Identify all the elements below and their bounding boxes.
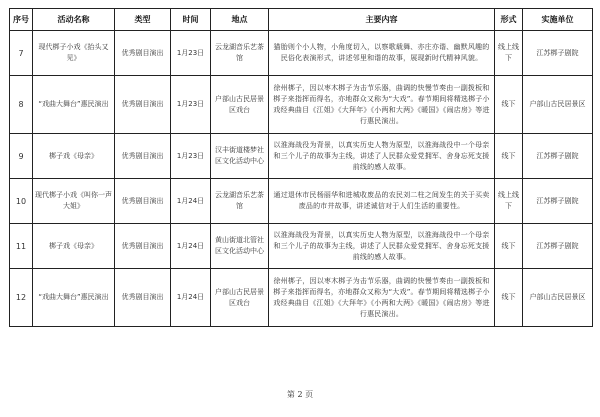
- table-row: [10, 269, 593, 327]
- header-index: 序号: [10, 9, 33, 31]
- table-row: [10, 179, 593, 224]
- header-organizer: 实施单位: [523, 9, 593, 31]
- table-row: [10, 31, 593, 76]
- row-type: 优秀剧目演出: [115, 31, 171, 76]
- row-content: 以淮海战役为背景，以真实历史人物为原型，以淮海战役中一个母亲和三个儿子的故事为主线，讲述了人民群众爱党拥军、舍身忘死支援前线的感人故事。: [269, 224, 495, 269]
- row-organizer: 户部山古民居景区: [523, 76, 593, 134]
- row-content: 通过退休市民杨丽华和进城收废品的农民刘二柱之间发生的关于买卖废品的市井故事，讲述诚信对于人们生活的重要性。: [269, 179, 495, 224]
- row-activity-name: 现代梆子小戏《抬头又见》: [33, 31, 115, 76]
- header-form: 形式: [495, 9, 523, 31]
- row-venue: 云龙湖音乐艺茶馆: [211, 179, 269, 224]
- row-form: 线下: [495, 134, 523, 179]
- row-venue: 汉丰街道楼梦社区文化活动中心: [211, 134, 269, 179]
- row-index: 8: [10, 76, 33, 134]
- row-organizer: 江苏梆子剧院: [523, 224, 593, 269]
- page-number: 第 2 页: [286, 390, 314, 399]
- row-organizer: 江苏梆子剧院: [523, 31, 593, 76]
- row-organizer: 江苏梆子剧院: [523, 179, 593, 224]
- row-type: 优秀剧目演出: [115, 224, 171, 269]
- table-header-row: [10, 9, 593, 31]
- row-index: 12: [10, 269, 33, 327]
- row-organizer: 江苏梆子剧院: [523, 134, 593, 179]
- row-form: 线上线下: [495, 31, 523, 76]
- row-activity-name: 梆子戏《母亲》: [33, 224, 115, 269]
- row-date: 1月24日: [171, 224, 211, 269]
- row-index: 7: [10, 31, 33, 76]
- row-type: 优秀剧目演出: [115, 179, 171, 224]
- row-venue: 户部山古民居景区戏台: [211, 269, 269, 327]
- row-venue: 户部山古民居景区戏台: [211, 76, 269, 134]
- header-content: 主要内容: [269, 9, 495, 31]
- row-type: 优秀剧目演出: [115, 269, 171, 327]
- row-activity-name: 梆子戏《母亲》: [33, 134, 115, 179]
- row-activity-name: “戏曲大舞台”惠民演出: [33, 269, 115, 327]
- row-type: 优秀剧目演出: [115, 134, 171, 179]
- row-content: 徐州梆子，因以枣木梆子为击节乐器，曲调的快慢节奏由一副拨板和梆子来指挥而得名，亦地群众又称为“大戏”。春节期间将精选梆子小戏经典曲目《江姐》《大拜年》《小两和大两》《暖国》《闹店房》等进行惠民演出。: [269, 269, 495, 327]
- row-index: 10: [10, 179, 33, 224]
- row-venue: 云龙湖音乐艺茶馆: [211, 31, 269, 76]
- row-date: 1月23日: [171, 31, 211, 76]
- header-activity-name: 活动名称: [33, 9, 115, 31]
- row-content: 以淮海战役为背景，以真实历史人物为原型，以淮海战役中一个母亲和三个儿子的故事为主线，讲述了人民群众爱党拥军、舍身忘死支援前线的感人故事。: [269, 134, 495, 179]
- row-type: 优秀剧目演出: [115, 76, 171, 134]
- row-form: 线下: [495, 76, 523, 134]
- row-index: 9: [10, 134, 33, 179]
- row-date: 1月24日: [171, 269, 211, 327]
- row-date: 1月23日: [171, 76, 211, 134]
- row-activity-name: “戏曲大舞台”惠民演出: [33, 76, 115, 134]
- row-organizer: 户部山古民居景区: [523, 269, 593, 327]
- row-date: 1月23日: [171, 134, 211, 179]
- row-date: 1月24日: [171, 179, 211, 224]
- header-type: 类型: [115, 9, 171, 31]
- table-row: [10, 76, 593, 134]
- row-form: 线上线下: [495, 179, 523, 224]
- row-content: 猫胎则个小人物，小角度切入，以察歌载舞、亦庄亦谐、幽默风趣的民俗化表演形式，讲述邻里和谐的故事，展现新时代精神风貌。: [269, 31, 495, 76]
- header-date: 时间: [171, 9, 211, 31]
- table-row: [10, 224, 593, 269]
- row-content: 徐州梆子，因以枣木梆子为击节乐器，曲调的快慢节奏由一副拨板和梆子来指挥而得名，亦地群众又称为“大戏”。春节期间将精选梆子小戏经典曲目《江姐》《大拜年》《小两和大两》《暖国》《闹店房》等进行惠民演出。: [269, 76, 495, 134]
- activity-schedule-table: [9, 8, 593, 327]
- row-form: 线下: [495, 269, 523, 327]
- row-venue: 黄山街道北管社区文化活动中心: [211, 224, 269, 269]
- row-form: 线下: [495, 224, 523, 269]
- row-index: 11: [10, 224, 33, 269]
- table-row: [10, 134, 593, 179]
- header-venue: 地点: [211, 9, 269, 31]
- row-activity-name: 现代梆子小戏《叫你一声大姐》: [33, 179, 115, 224]
